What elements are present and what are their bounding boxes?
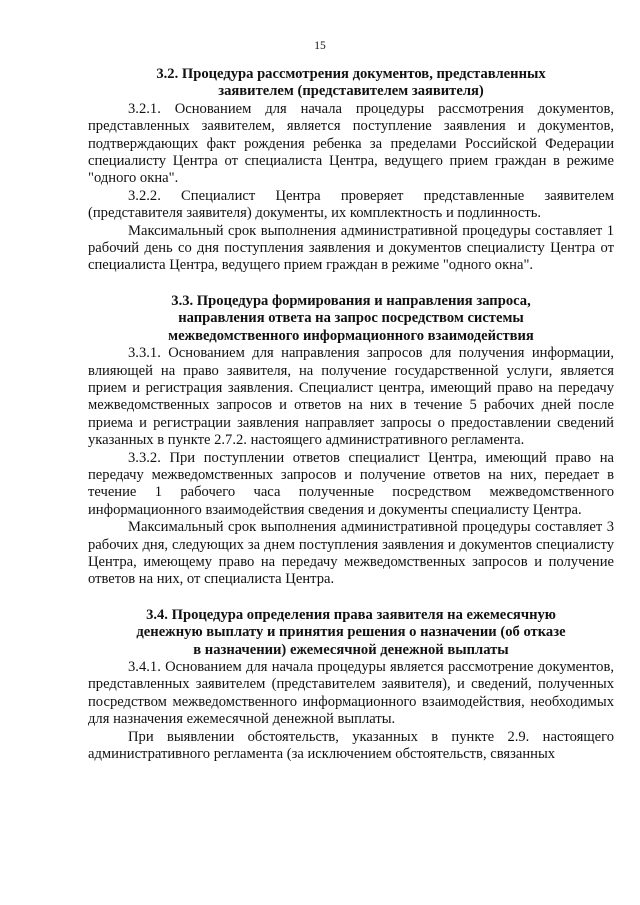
page-number: 15 [314, 40, 326, 52]
heading-line: межведомственного информационного взаимодействия [168, 327, 534, 344]
heading-line: направления ответа на запрос посредством системы [178, 310, 524, 327]
paragraph: 3.4.1. Основанием для начала процедуры является рассмотрение документов, представленных заявителем (представителем заявителя), и сведений, полученных посредством межведомственного информационного взаимодействия, необходимых для назначения ежемесячной денежной выплаты. [88, 659, 614, 728]
heading-line: денежную выплату и принятия решения о назначении (об отказе [136, 624, 566, 641]
paragraph: При выявлении обстоятельств, указанных в пункте 2.9. настоящего административного регламента (за исключением обстоятельств, связанных [88, 728, 614, 763]
heading-line: в назначении) ежемесячной денежной выплаты [193, 641, 509, 658]
paragraph: Максимальный срок выполнения административной процедуры составляет 3 рабочих дня, следующих за днем поступления заявления и документов специалисту Центра, имеющему право на передачу межведомственных запросов и получение ответов на них, от специалиста Центра. [88, 519, 614, 588]
heading-line: заявителем (представителем заявителя) [218, 83, 484, 100]
heading-line: 3.3. Процедура формирования и направления запроса, [171, 292, 531, 309]
paragraph: 3.3.1. Основанием для направления запросов для получения информации, влияющей на право заявителя, на получение государственной услуги, является прием и регистрация заявления. Специалист центра, имеющий право на передачу межведомственных запросов и ответов на них в течение 5 рабочих дней после приема и регистрации заявления направляет запросы о предоставлении сведений указанных в пункте 2.7.2. настоящего административного регламента. [88, 345, 614, 449]
paragraph: 3.2.1. Основанием для начала процедуры рассмотрения документов, представленных заявителем, является поступление заявления и документов, подтверждающих факт рождения ребенка за пределами Российской Федерации специалисту Центра от специалиста Центра, ведущего прием граждан в режиме "одного окна". [88, 100, 614, 187]
document-body [88, 66, 614, 763]
paragraph: 3.2.2. Специалист Центра проверяет представленные заявителем (представителя заявителя) документы, их комплектность и подлинность. [88, 187, 614, 222]
heading-line: 3.4. Процедура определения права заявителя на ежемесячную [146, 606, 556, 623]
section-heading-3-3 [88, 293, 614, 345]
section-heading-3-4 [88, 607, 614, 659]
paragraph: 3.3.2. При поступлении ответов специалист Центра, имеющий право на передачу межведомственных запросов и получение ответов на них, передает в течение 1 рабочего часа полученные посредством межведомственного информационного взаимодействия сведения и документы специалисту Центра. [88, 449, 614, 518]
heading-line: 3.2. Процедура рассмотрения документов, представленных [156, 66, 546, 82]
paragraph: Максимальный срок выполнения административной процедуры составляет 1 рабочий день со дня поступления заявления и документов специалисту Центра от специалиста Центра, ведущего прием граждан в режиме "одного окна". [88, 222, 614, 274]
section-heading-3-2 [88, 66, 614, 101]
